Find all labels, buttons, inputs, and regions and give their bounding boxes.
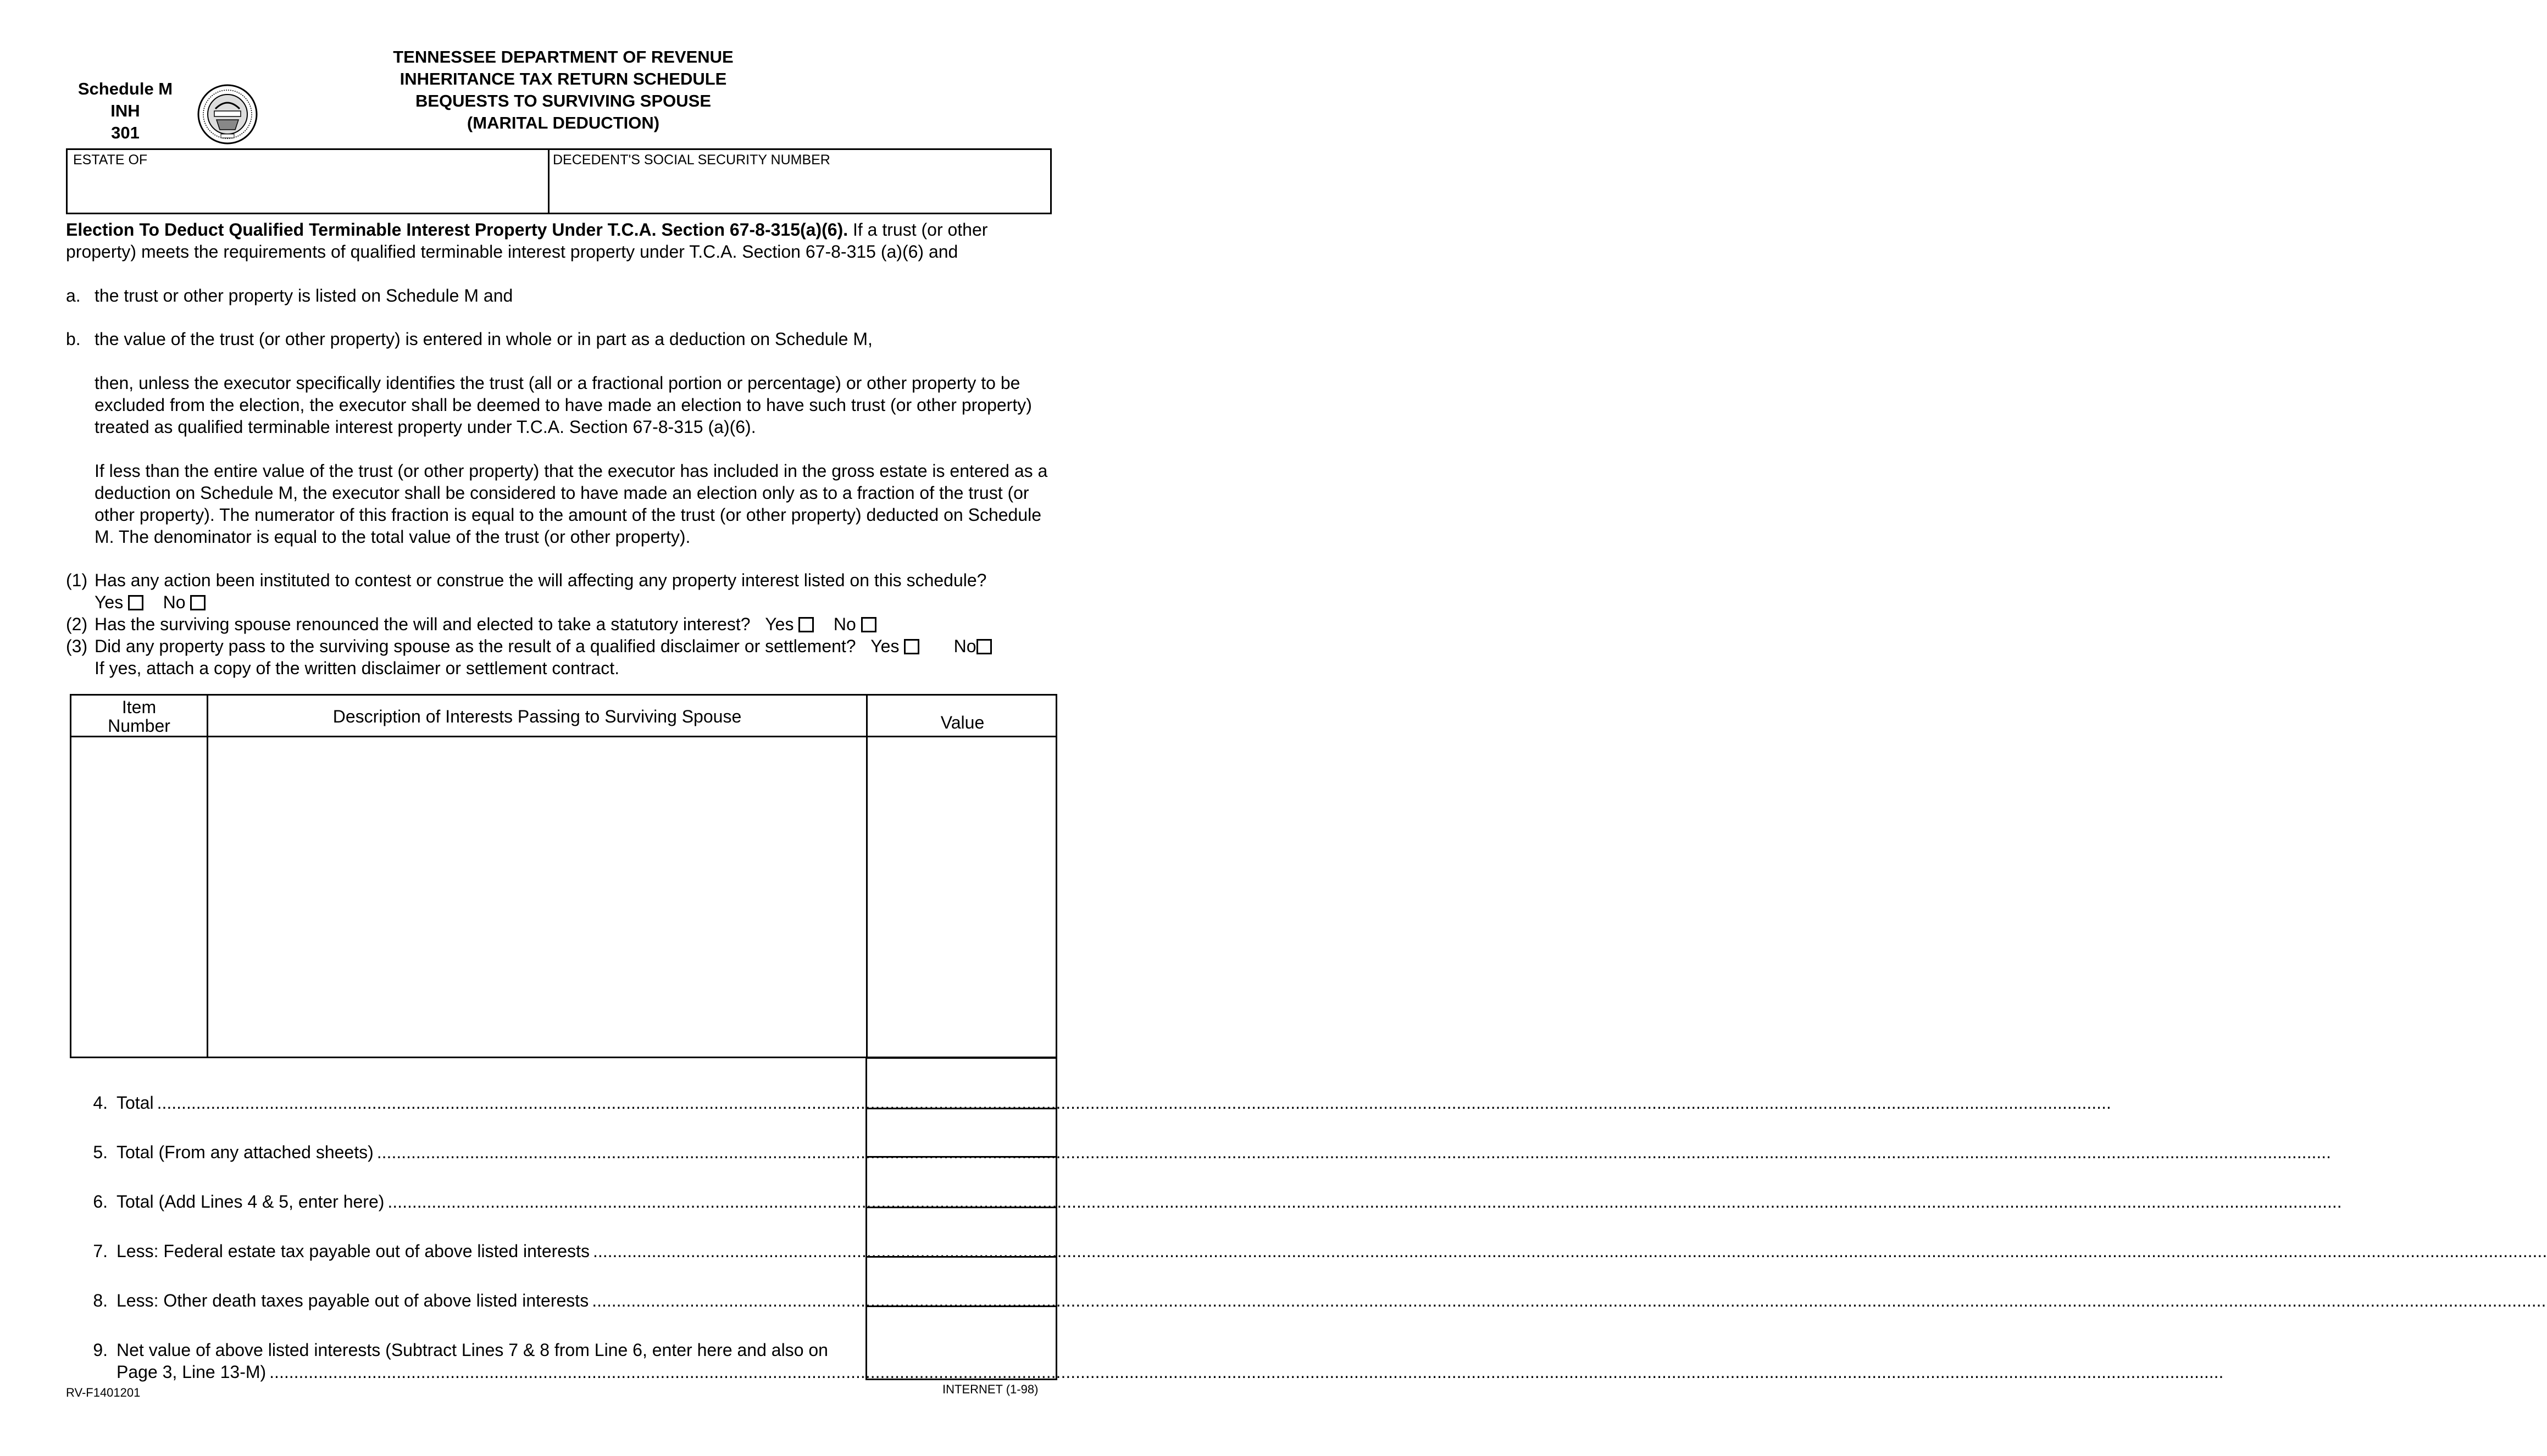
election-intro — [66, 219, 1055, 263]
item-b-label: b. — [66, 329, 81, 349]
title-line: BEQUESTS TO SURVIVING SPOUSE — [415, 91, 712, 110]
estate-of-label: ESTATE OF — [73, 152, 148, 168]
yes-label: Yes — [870, 636, 900, 656]
col-value: Value — [940, 713, 985, 732]
schedule-line: Schedule M — [77, 79, 173, 98]
edition-label: INTERNET (1-98) — [942, 1382, 1039, 1396]
q3-yes-checkbox[interactable] — [904, 639, 919, 654]
yes-label: Yes — [765, 614, 794, 634]
item-number-area[interactable] — [73, 737, 207, 1057]
election-heading: Election To Deduct Qualified Terminable Interest Property Under T.C.A. Section 67-8-315(a)(6). — [66, 220, 848, 240]
q2-yes-checkbox[interactable] — [798, 617, 814, 632]
summary-line-4: 4. Total ................................................................................................................................................................................................................................................................................................................................................................................................................ — [93, 1093, 2111, 1113]
item-b — [66, 328, 1056, 350]
question-text: Has any action been instituted to contest or construe the will affecting any property interest listed on this schedule? — [95, 570, 987, 590]
schedule-line: INH — [110, 101, 140, 120]
q1-no-checkbox[interactable] — [190, 595, 206, 610]
question-3-note: If yes, attach a copy of the written disclaimer or settlement contract. — [95, 658, 620, 678]
ssn-label: DECEDENT'S SOCIAL SECURITY NUMBER — [553, 152, 830, 168]
question-number: (1) — [66, 570, 88, 590]
no-label: No — [833, 614, 856, 634]
summary-line-7: 7. Less: Federal estate tax payable out of above listed interests ................................................................................................................................................................................................................................................................................................................................................................................................................ — [93, 1241, 2547, 1261]
title-line: TENNESSEE DEPARTMENT OF REVENUE — [393, 47, 734, 66]
item-a — [66, 285, 1056, 307]
item-a-label: a. — [66, 286, 81, 305]
form-title — [286, 46, 841, 134]
summary-line-9: 9. Net value of above listed interests (Subtract Lines 7 & 8 from Line 6, enter here and also on — [93, 1340, 828, 1360]
then-paragraph: then, unless the executor specifically identifies the trust (all or a fractional portion or percentage) or other property to be excluded from the election, the executor shall be deemed to have made an election to have such trust (or other property) treated as qualified terminable interest property under T.C.A. Section 67-8-315 (a)(6). — [95, 373, 1032, 437]
question-text: Did any property pass to the surviving spouse as the result of a qualified disclaimer or settlement? — [95, 636, 856, 656]
question-number: (3) — [66, 636, 88, 656]
value-area[interactable] — [868, 737, 1056, 1057]
yes-label: Yes — [95, 592, 124, 612]
description-area[interactable] — [208, 737, 866, 1057]
item-a-text: the trust or other property is listed on Schedule M and — [95, 286, 513, 305]
q2-no-checkbox[interactable] — [861, 617, 876, 632]
q1-yes-checkbox[interactable] — [128, 595, 143, 610]
ssn-field[interactable] — [550, 150, 1050, 213]
title-line: (MARITAL DEDUCTION) — [467, 113, 660, 132]
schedule-line: 301 — [111, 123, 140, 142]
estate-of-field[interactable] — [68, 150, 550, 213]
no-label: No — [953, 636, 976, 656]
estate-info-box — [66, 148, 1052, 214]
no-label: No — [163, 592, 186, 612]
election-intro-text: If a trust (or other property) meets the requirements of qualified terminable interest property under T.C.A. Section 67-8-315 (a)(6) and — [66, 220, 988, 262]
summary-line-5: 5. Total (From any attached sheets) ................................................................................................................................................................................................................................................................................................................................................................................................................ — [93, 1142, 2332, 1162]
form-number: RV-F1401201 — [66, 1386, 141, 1399]
col-item-number: Item Number — [108, 697, 170, 736]
summary-line-6: 6. Total (Add Lines 4 & 5, enter here) ................................................................................................................................................................................................................................................................................................................................................................................................................ — [93, 1192, 2342, 1212]
interests-table — [70, 694, 1057, 1058]
col-description: Description of Interests Passing to Surviving Spouse — [332, 707, 742, 726]
tennessee-state-seal-icon — [197, 84, 258, 145]
question-3 — [66, 635, 1066, 657]
item-b-text: the value of the trust (or other property) is entered in whole or in part as a deduction on Schedule M, — [95, 329, 873, 349]
summary-line-8: 8. Less: Other death taxes payable out of above listed interests ................................................................................................................................................................................................................................................................................................................................................................................................................ — [93, 1291, 2546, 1310]
q3-no-checkbox[interactable] — [976, 639, 992, 654]
schedule-id — [65, 78, 186, 144]
title-line: INHERITANCE TAX RETURN SCHEDULE — [399, 69, 727, 88]
question-number: (2) — [66, 614, 88, 634]
question-2 — [66, 613, 1066, 635]
question-text: Has the surviving spouse renounced the will and elected to take a statutory interest? — [95, 614, 751, 634]
summary-line-9-cont: Page 3, Line 13-M) ................................................................................................................................................................................................................................................................................................................................................................................................................ — [116, 1362, 2224, 1382]
fraction-paragraph: If less than the entire value of the trust (or other property) that the executor has included in the gross estate is entered as a deduction on Schedule M, the executor shall be considered to have made an election only as to a fraction of the trust (or other property). The numerator of this fraction is equal to the amount of the trust (or other property) deducted on Schedule M. The denominator is equal to the total value of the trust (or other property). — [95, 461, 1048, 547]
question-1 — [66, 569, 1066, 591]
question-1-answers — [95, 591, 1095, 613]
